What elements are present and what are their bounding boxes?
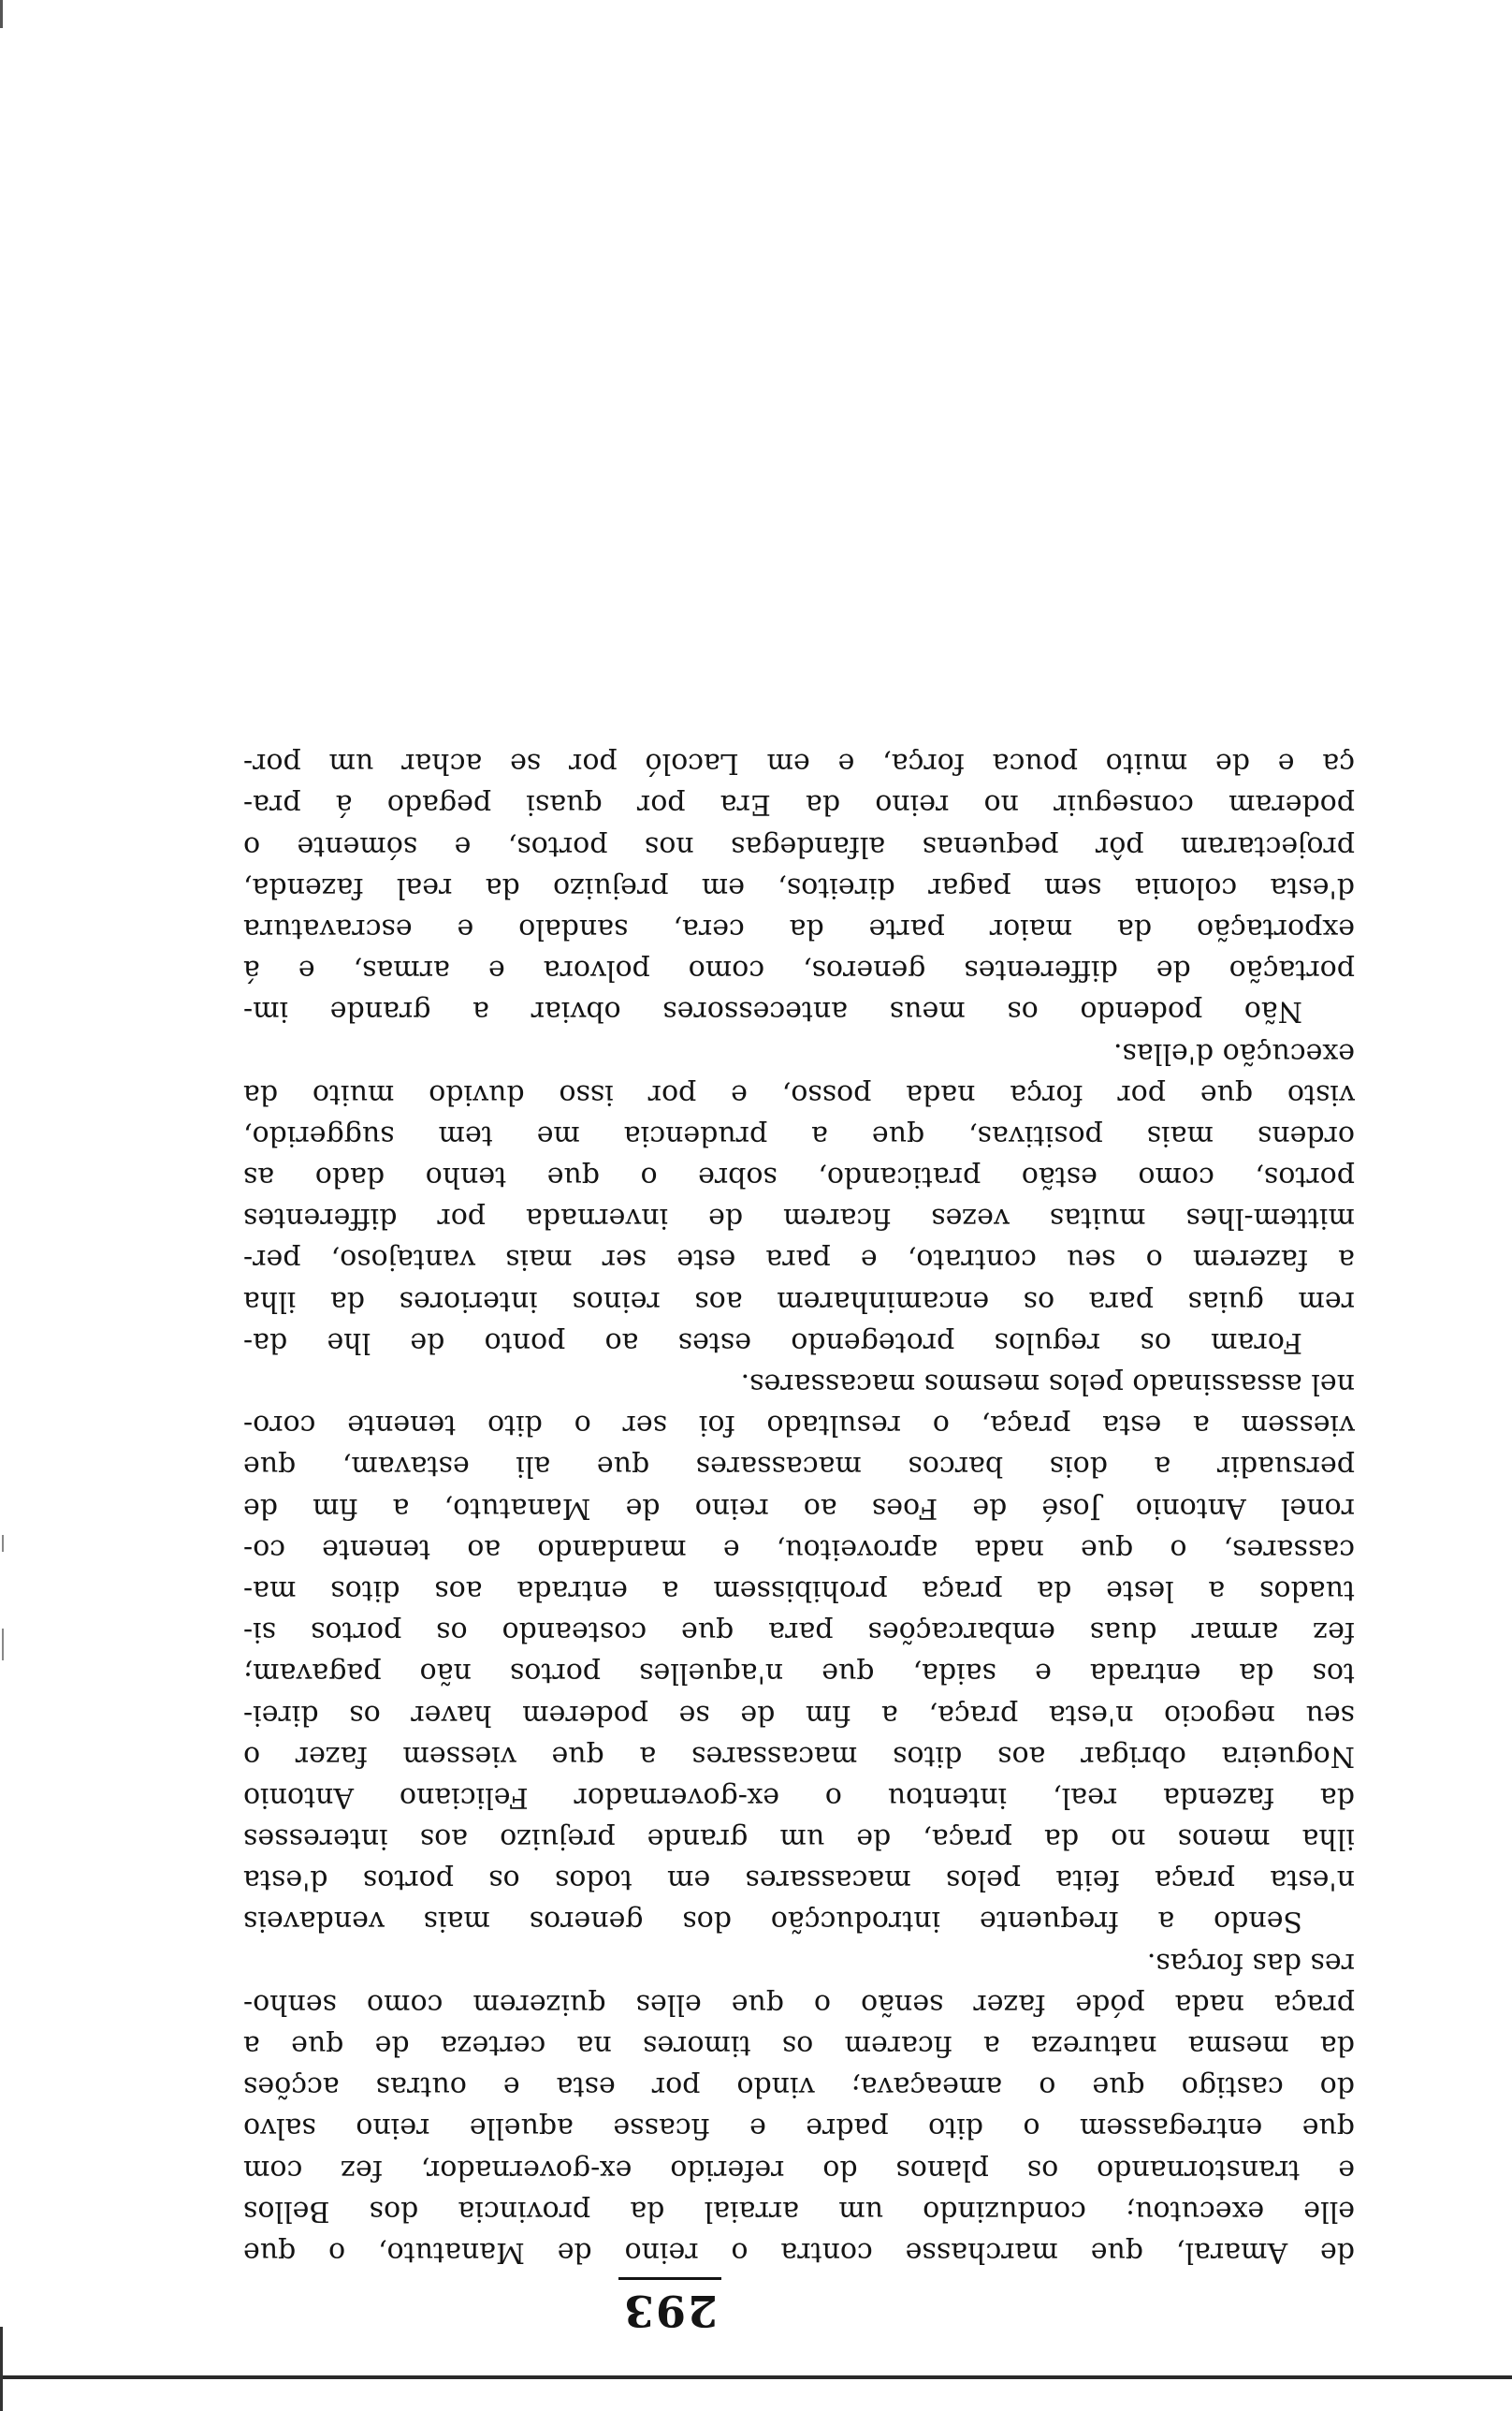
- text-line: Foram os regulos protegendo estes ao ponto de lhe da-: [243, 1325, 1302, 1359]
- text-line: nel assassinado pelos mesmos macassares.: [740, 1367, 1355, 1401]
- text-line: ça e de muito pouca força, e em Lacoló por se achar um por-: [243, 747, 1355, 781]
- body-text: [243, 742, 1355, 2272]
- text-line: seu negocio n'esta praça, a fim de se poderem haver os direi-: [243, 1698, 1355, 1732]
- text-line: ilha menos no da praça, de um grande prejuizo aos interesses: [243, 1822, 1355, 1856]
- text-line: cassares, o que nada aproveitou, e mandando ao tenente co-: [243, 1532, 1355, 1566]
- text-line: portação de differentes generos, como polvora e armas, e á: [243, 954, 1355, 987]
- text-line: visto que por força nada posso, e por isso duvido muito da: [243, 1077, 1355, 1111]
- text-line: poderam conseguir no reino da Era por quasi pegado á pra-: [243, 788, 1355, 822]
- scan-speck: [2, 1535, 4, 1552]
- text-line: ronel Antonio José de Foes ao reino de Manatuto, a fim de: [243, 1491, 1355, 1525]
- text-line: a fazerem o seu contrato, e para este ser mais vantajoso, per-: [243, 1243, 1355, 1277]
- page-number-rule: [618, 2277, 721, 2280]
- text-line: execução d'ellas.: [1112, 1036, 1355, 1070]
- text-line: viessem a esta praça, o resultado foi ser o dito tenente coro-: [243, 1409, 1355, 1442]
- text-line: Não podendo os meus antecessores obviar a grande im-: [243, 995, 1302, 1029]
- text-line: projectaram pôr pequenas alfandegas nos portos, e sómente o: [243, 829, 1355, 863]
- text-line: da mesma natureza a ficarem os timores na certeza de que a: [243, 2029, 1355, 2063]
- scan-edge-line: [0, 2375, 1512, 2379]
- text-line: do castigo que o ameaçava; vindo por esta e outras acções: [243, 2070, 1355, 2104]
- text-line: praça nada póde fazer senão o que elles quizerem como senho-: [243, 1987, 1355, 2021]
- text-line: rem guias para os encaminharem aos reinos interiores da ilha: [243, 1284, 1355, 1318]
- text-line: que entregassem o dito padre e ficasse aquelle reino salvo: [243, 2111, 1355, 2145]
- text-line: res das forças.: [1146, 1946, 1355, 1980]
- page-number: 293: [621, 2286, 719, 2336]
- text-line: de Amaral, que marchasse contra o reino de Manatuto, o que: [243, 2236, 1355, 2269]
- text-line: mittem-lhes muitas vezes ficarem de invernada por differentes: [243, 1202, 1355, 1235]
- text-line: d'esta colonia sem pagar direitos, em prejuizo da real fazenda,: [243, 870, 1355, 904]
- text-line: tos da entrada e saida, que n'aquelles portos não pagavam;: [243, 1657, 1355, 1690]
- text-line: ordens mais positivas, que a prudencia me tem suggerido,: [243, 1118, 1355, 1152]
- text-line: exportação da maior parte da cera, sandalo e escravatura: [243, 913, 1355, 945]
- text-line: elle executou; conduzindo um arraial da provincia dos Bellos: [243, 2194, 1355, 2228]
- scan-edge-mark: [0, 2327, 3, 2411]
- scan-edge-mark: [0, 0, 3, 28]
- text-line: Sendo a frequente introducção dos generos mais vendaveis: [243, 1905, 1302, 1938]
- text-line: fez armar duas embarcações para que costeando os portos si-: [243, 1615, 1355, 1649]
- text-line: tuados a leste da praça prohibissem a entrada aos ditos ma-: [243, 1574, 1355, 1607]
- page-header: [427, 2277, 913, 2336]
- text-line: portos, como estão praticando, sobre o que tenho dado as: [243, 1161, 1355, 1194]
- text-line: e transtornando os planos do referido ex-governador, fez com: [243, 2153, 1355, 2186]
- text-line: persuadir a dois barcos macassares que ali estavam, que: [243, 1450, 1355, 1483]
- text-line: Nogueira obrigar aos ditos macassares a que viessem fazer o: [243, 1739, 1355, 1773]
- text-line: n'esta praça feita pelos macassares em todos os portos d'esta: [243, 1863, 1355, 1897]
- scan-speck: [2, 1629, 4, 1660]
- text-line: da fazenda real, intentou o ex-governador Feliciano Antonio: [243, 1780, 1355, 1814]
